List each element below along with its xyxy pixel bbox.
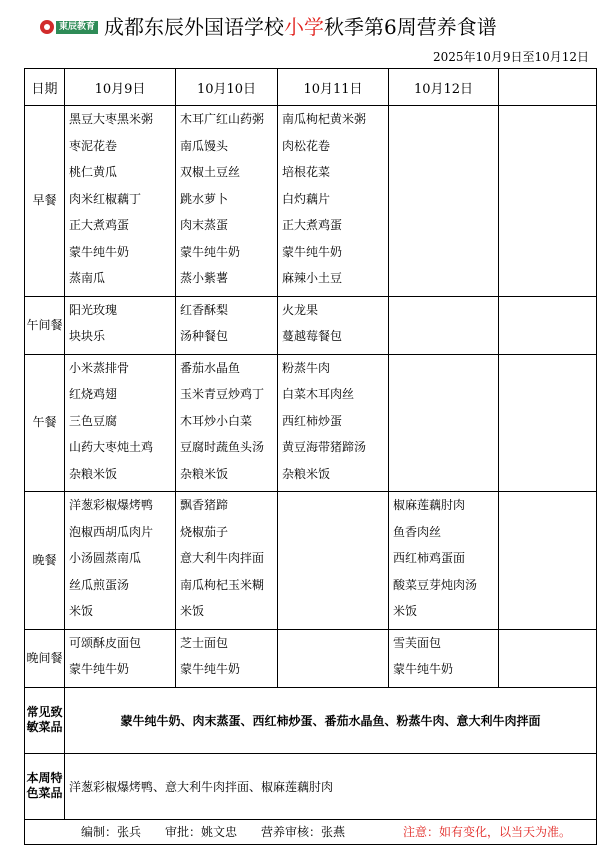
allergen-label (25, 687, 65, 753)
date-cell: 10月11日 (278, 69, 389, 106)
menu-item: 飘香猪蹄 (180, 498, 229, 512)
menu-cell (389, 296, 499, 354)
logo-text: 東辰教育 (56, 21, 98, 34)
menu-item: 双椒土豆丝 (180, 165, 241, 179)
menu-cell (176, 296, 278, 354)
menu-cell (176, 354, 278, 492)
menu-item: 小汤圆蒸南瓜 (69, 551, 142, 565)
menu-item: 杂粮米饭 (282, 466, 331, 481)
meal-row (25, 296, 597, 354)
menu-item: 枣泥花卷 (69, 138, 118, 153)
meal-label: 晚间餐 (25, 629, 65, 687)
nutrition-reviewer: 营养审核：张燕 (261, 825, 346, 839)
school-logo (40, 18, 100, 36)
menu-cell (278, 354, 389, 492)
change-note: 注意：如有变化，以当天为准。 (403, 825, 572, 839)
menu-cell (278, 492, 389, 630)
allergen-label-line: 常见致 (26, 705, 63, 719)
menu-item: 米饭 (69, 604, 94, 618)
title-school: 成都东辰外国语学校 (104, 15, 284, 39)
allergen-label-line: 敏菜品 (26, 720, 63, 734)
menu-item: 意大利牛肉拌面 (180, 551, 265, 565)
menu-item: 蒙牛纯牛奶 (69, 662, 130, 676)
menu-item: 火龙果 (282, 302, 319, 317)
menu-item: 红烧鸡翅 (69, 387, 118, 401)
menu-item: 肉末蒸蛋 (180, 218, 229, 232)
title-highlight: 小学 (284, 15, 324, 39)
signature-row (25, 819, 597, 844)
title-week: 秋季第6周营养食谱 (324, 15, 497, 39)
date-cell (499, 69, 597, 106)
menu-cell (65, 492, 176, 630)
menu-item: 番茄水晶鱼 (180, 360, 241, 375)
menu-item: 豆腐时蔬鱼头汤 (180, 440, 265, 454)
menu-item: 汤种餐包 (180, 329, 229, 343)
menu-cell (65, 629, 176, 687)
approved-by: 审批：姚文忠 (165, 825, 238, 839)
menu-item: 杂粮米饭 (180, 466, 229, 481)
menu-item: 可颂酥皮面包 (69, 635, 142, 650)
menu-item: 黄豆海带猪蹄汤 (282, 440, 367, 454)
menu-cell (499, 629, 597, 687)
menu-item: 雪芙面包 (393, 635, 442, 650)
menu-item: 肉米红椒藕丁 (69, 191, 142, 206)
special-label (25, 753, 65, 819)
menu-cell (389, 354, 499, 492)
date-range: 2025年10月9日至10月12日 (433, 50, 589, 64)
menu-cell (176, 106, 278, 297)
menu-item: 黑豆大枣黑米粥 (69, 112, 154, 126)
date-cell: 10月10日 (176, 69, 278, 106)
menu-item: 丝瓜煎蛋汤 (69, 577, 130, 592)
menu-item: 蒙牛纯牛奶 (180, 244, 241, 259)
menu-cell (278, 629, 389, 687)
menu-item: 正大煮鸡蛋 (282, 218, 343, 232)
menu-item: 南瓜枸杞玉米糊 (180, 577, 265, 592)
menu-item: 米饭 (393, 604, 418, 618)
menu-item: 杂粮米饭 (69, 466, 118, 481)
menu-cell (65, 354, 176, 492)
menu-cell (499, 106, 597, 297)
menu-item: 鱼香肉丝 (393, 524, 442, 539)
special-label-line: 本周特 (26, 771, 63, 785)
menu-item: 木耳炒小白菜 (180, 413, 253, 428)
menu-item: 培根花菜 (282, 165, 331, 179)
corner-label: 日期 (25, 69, 65, 106)
menu-item: 蒸小紫薯 (180, 271, 229, 285)
menu-cell (389, 106, 499, 297)
menu-item: 块块乐 (69, 329, 106, 343)
meal-row (25, 106, 597, 297)
menu-item: 泡椒西胡瓜肉片 (69, 524, 154, 539)
menu-cell (499, 492, 597, 630)
menu-item: 西红柿鸡蛋面 (393, 551, 466, 565)
signature-cell (25, 819, 597, 844)
menu-item: 蒙牛纯牛奶 (180, 662, 241, 676)
menu-cell (65, 106, 176, 297)
meal-label: 早餐 (25, 106, 65, 297)
menu-table (24, 68, 597, 845)
compiled-by: 编制：张兵 (81, 825, 142, 839)
meal-row (25, 492, 597, 630)
meal-row (25, 629, 597, 687)
special-label-line: 色菜品 (26, 786, 63, 800)
menu-item: 红香酥梨 (180, 302, 229, 317)
menu-item: 阳光玫瑰 (69, 302, 118, 317)
menu-item: 麻辣小土豆 (282, 271, 343, 285)
menu-item: 三色豆腐 (69, 413, 118, 428)
date-cell: 10月9日 (65, 69, 176, 106)
menu-item: 蔓越莓餐包 (282, 329, 343, 343)
menu-item: 酸菜豆芽炖肉汤 (393, 577, 478, 592)
menu-item: 粉蒸牛肉 (282, 360, 331, 375)
menu-item: 芝士面包 (180, 635, 229, 650)
logo-emblem-icon (40, 20, 54, 34)
menu-cell (499, 296, 597, 354)
menu-item: 肉松花卷 (282, 138, 331, 153)
menu-item: 正大煮鸡蛋 (69, 218, 130, 232)
menu-item: 跳水萝卜 (180, 191, 229, 206)
menu-item: 南瓜馒头 (180, 138, 229, 153)
menu-item: 玉米青豆炒鸡丁 (180, 387, 265, 401)
menu-item: 洋葱彩椒爆烤鸭 (69, 498, 154, 512)
special-list: 洋葱彩椒爆烤鸭、意大利牛肉拌面、椒麻莲藕肘肉 (65, 753, 597, 819)
menu-cell (65, 296, 176, 354)
date-cell: 10月12日 (389, 69, 499, 106)
menu-cell (389, 629, 499, 687)
allergen-row (25, 687, 597, 753)
menu-cell (389, 492, 499, 630)
menu-item: 木耳广红山药粥 (180, 112, 265, 126)
menu-cell (499, 354, 597, 492)
menu-item: 白灼藕片 (282, 191, 331, 206)
page-title (104, 14, 497, 40)
meal-label: 晚餐 (25, 492, 65, 630)
special-row (25, 753, 597, 819)
menu-item: 椒麻莲藕肘肉 (393, 498, 466, 512)
menu-item: 米饭 (180, 604, 205, 618)
menu-item: 蒙牛纯牛奶 (282, 244, 343, 259)
menu-item: 蒸南瓜 (69, 271, 106, 285)
menu-item: 西红柿炒蛋 (282, 413, 343, 428)
menu-item: 桃仁黄瓜 (69, 165, 118, 179)
menu-item: 小米蒸排骨 (69, 360, 130, 375)
menu-item: 蒙牛纯牛奶 (393, 662, 454, 676)
menu-cell (278, 296, 389, 354)
menu-item: 烧椒茄子 (180, 524, 229, 539)
meal-label: 午间餐 (25, 296, 65, 354)
allergen-list: 蒙牛纯牛奶、肉末蒸蛋、西红柿炒蛋、番茄水晶鱼、粉蒸牛肉、意大利牛肉拌面 (65, 687, 597, 753)
menu-item: 山药大枣炖土鸡 (69, 440, 154, 454)
menu-item: 白菜木耳肉丝 (282, 387, 355, 401)
meal-row (25, 354, 597, 492)
menu-cell (176, 492, 278, 630)
menu-cell (278, 106, 389, 297)
menu-cell (176, 629, 278, 687)
date-header-row (25, 69, 597, 106)
menu-item: 蒙牛纯牛奶 (69, 244, 130, 259)
menu-item: 南瓜枸杞黄米粥 (282, 112, 367, 126)
meal-label: 午餐 (25, 354, 65, 492)
